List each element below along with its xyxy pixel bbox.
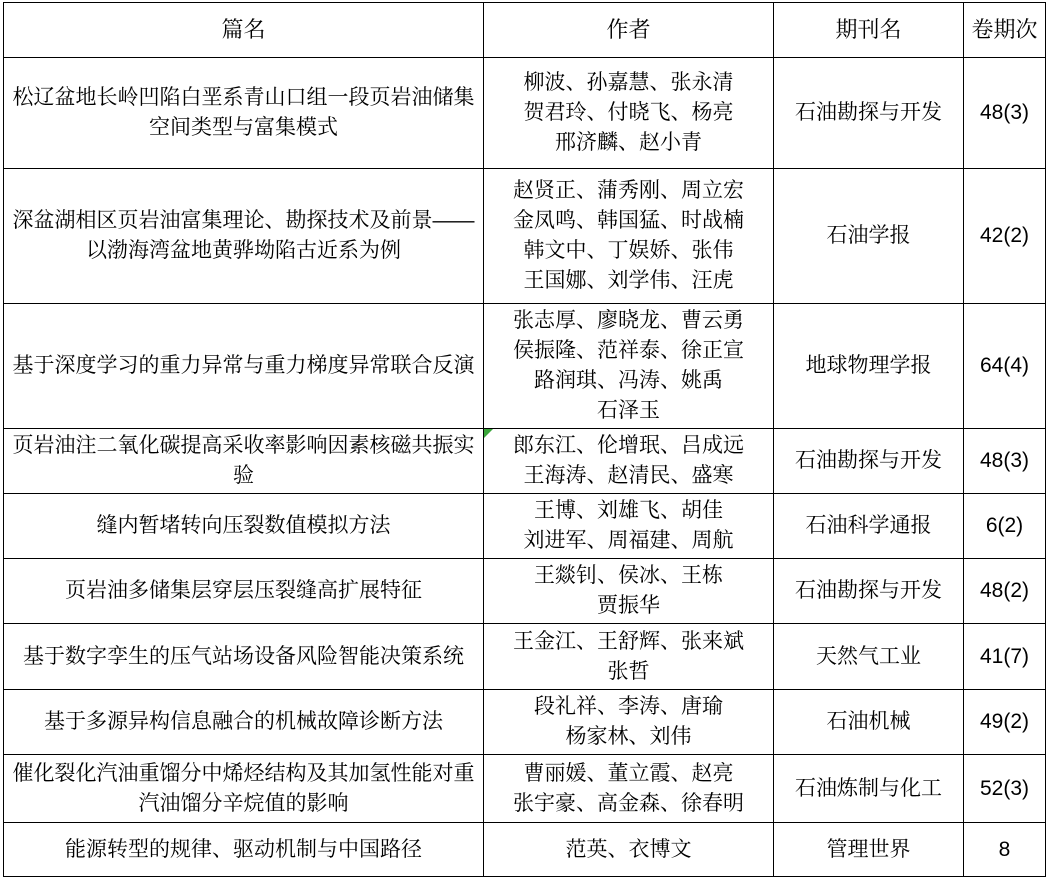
table-row	[4, 690, 1046, 755]
author-line: 张志厚、廖晓龙、曹云勇	[513, 309, 744, 332]
cell-title: 页岩油多储集层穿层压裂缝高扩展特征	[4, 559, 484, 624]
author-line: 范英、衣博文	[565, 837, 692, 861]
cell-title: 催化裂化汽油重馏分中烯烃结构及其加氢性能对重汽油馏分辛烷值的影响	[4, 755, 484, 823]
author-line: 王海涛、赵清民、盛寒	[523, 464, 734, 487]
cell-authors	[484, 559, 774, 624]
cell-title: 基于深度学习的重力异常与重力梯度异常联合反演	[4, 304, 484, 429]
column-header-journal: 期刊名	[774, 3, 964, 58]
cell-authors	[484, 494, 774, 559]
author-line: 王博、刘雄飞、胡佳	[534, 499, 723, 522]
cell-flag-triangle-icon	[484, 429, 493, 438]
cell-authors	[484, 58, 774, 169]
cell-title: 深盆湖相区页岩油富集理论、勘探技术及前景——以渤海湾盆地黄骅坳陷古近系为例	[4, 169, 484, 304]
cell-volume: 8	[964, 823, 1046, 877]
cell-volume: 48(2)	[964, 559, 1046, 624]
author-line: 邢济麟、赵小青	[555, 131, 702, 154]
table-row	[4, 823, 1046, 877]
author-line: 曹丽媛、董立霞、赵亮	[523, 761, 734, 785]
cell-title: 松辽盆地长岭凹陷白垩系青山口组一段页岩油储集空间类型与富集模式	[4, 58, 484, 169]
cell-journal: 石油炼制与化工	[774, 755, 964, 823]
cell-authors	[484, 823, 774, 877]
author-line: 杨家林、刘伟	[565, 725, 692, 748]
cell-volume: 41(7)	[964, 624, 1046, 690]
author-line: 贾振华	[597, 594, 660, 617]
author-line: 张宇豪、高金森、徐春明	[513, 791, 744, 815]
cell-authors	[484, 755, 774, 823]
author-line: 张哲	[607, 659, 650, 683]
cell-journal: 天然气工业	[774, 624, 964, 690]
cell-title: 缝内暂堵转向压裂数值模拟方法	[4, 494, 484, 559]
cell-journal: 石油学报	[774, 169, 964, 304]
author-line: 韩文中、丁娱娇、张伟	[523, 239, 734, 262]
cell-journal: 石油勘探与开发	[774, 58, 964, 169]
author-line: 路润琪、冯涛、姚禹	[534, 369, 723, 392]
table-row	[4, 169, 1046, 304]
cell-authors	[484, 169, 774, 304]
cell-journal: 管理世界	[774, 823, 964, 877]
table-header	[4, 3, 1046, 58]
table-row	[4, 304, 1046, 429]
header-row	[4, 3, 1046, 58]
articles-table	[3, 2, 1046, 877]
cell-volume: 48(3)	[964, 429, 1046, 494]
cell-journal: 石油科学通报	[774, 494, 964, 559]
table-row	[4, 58, 1046, 169]
cell-volume: 52(3)	[964, 755, 1046, 823]
cell-volume: 6(2)	[964, 494, 1046, 559]
cell-journal: 石油机械	[774, 690, 964, 755]
author-line: 侯振隆、范祥泰、徐正宣	[513, 339, 744, 362]
cell-title: 能源转型的规律、驱动机制与中国路径	[4, 823, 484, 877]
table-row	[4, 755, 1046, 823]
cell-volume: 64(4)	[964, 304, 1046, 429]
cell-title: 页岩油注二氧化碳提高采收率影响因素核磁共振实验	[4, 429, 484, 494]
cell-volume: 48(3)	[964, 58, 1046, 169]
cell-authors	[484, 304, 774, 429]
column-header-volume: 卷期次	[964, 3, 1046, 58]
table-body	[4, 58, 1046, 877]
author-line: 段礼祥、李涛、唐瑜	[534, 695, 723, 718]
author-line: 柳波、孙嘉慧、张永清	[523, 71, 734, 94]
cell-authors	[484, 690, 774, 755]
column-header-authors: 作者	[484, 3, 774, 58]
cell-authors	[484, 624, 774, 690]
cell-journal: 地球物理学报	[774, 304, 964, 429]
author-line: 王国娜、刘学伟、汪虎	[523, 269, 734, 292]
cell-authors	[484, 429, 774, 494]
cell-journal: 石油勘探与开发	[774, 429, 964, 494]
cell-volume: 49(2)	[964, 690, 1046, 755]
column-header-title: 篇名	[4, 3, 484, 58]
author-line: 金凤鸣、韩国猛、时战楠	[513, 209, 744, 232]
author-line: 贺君玲、付晓飞、杨亮	[523, 101, 734, 124]
table-row	[4, 624, 1046, 690]
author-line: 王燚钊、侯冰、王栋	[534, 564, 723, 587]
cell-title: 基于数字孪生的压气站场设备风险智能决策系统	[4, 624, 484, 690]
author-line: 刘进军、周福建、周航	[523, 529, 734, 552]
cell-title: 基于多源异构信息融合的机械故障诊断方法	[4, 690, 484, 755]
table-row	[4, 559, 1046, 624]
author-line: 石泽玉	[597, 399, 660, 422]
author-line: 赵贤正、蒲秀刚、周立宏	[513, 179, 744, 202]
cell-journal: 石油勘探与开发	[774, 559, 964, 624]
cell-volume: 42(2)	[964, 169, 1046, 304]
table-row	[4, 429, 1046, 494]
table-row	[4, 494, 1046, 559]
author-line: 王金江、王舒辉、张来斌	[513, 629, 744, 653]
author-line: 郎东江、伦增珉、吕成远	[513, 434, 744, 457]
